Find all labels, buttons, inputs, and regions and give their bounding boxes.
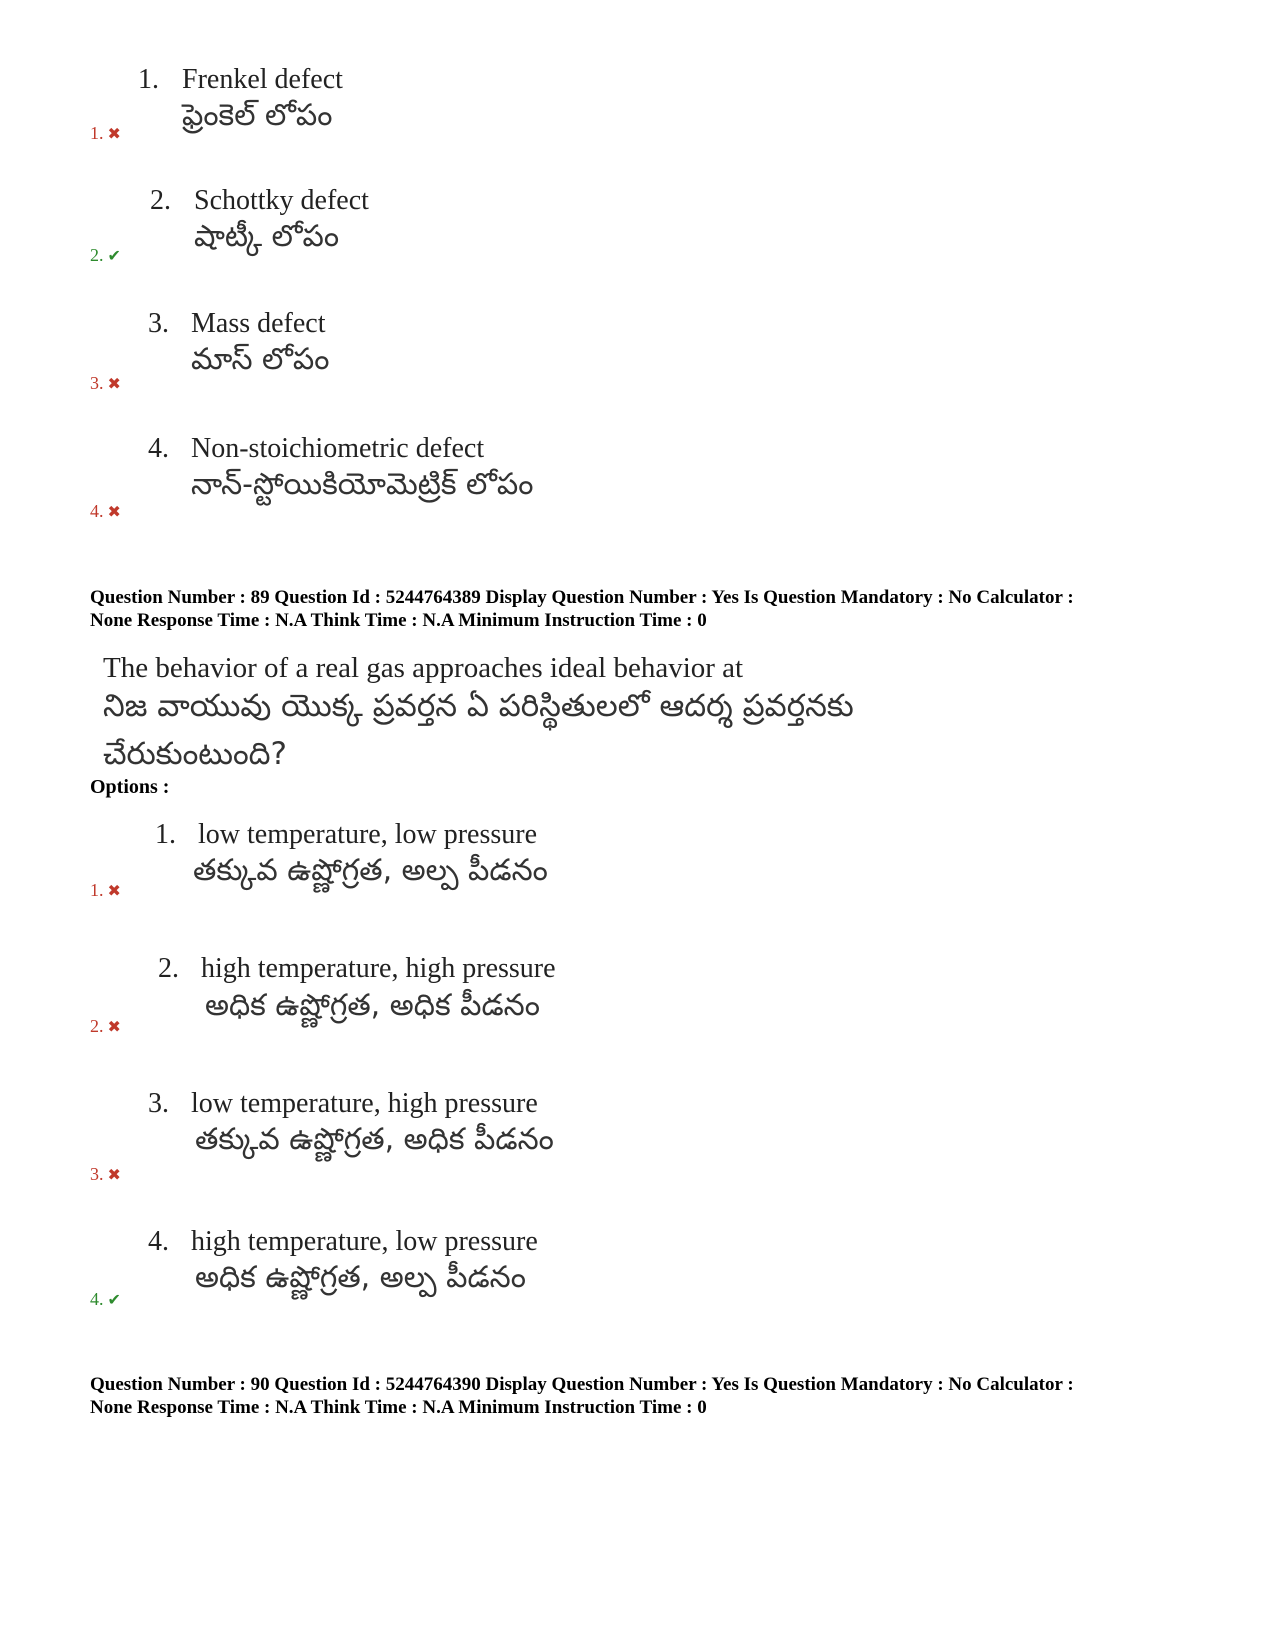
cross-icon: ✖: [107, 126, 121, 143]
option-number: 2.: [150, 185, 171, 216]
question-text-telugu-line1: నిజ వాయువు యొక్క ప్రవర్తన ఏ పరిస్థితులలో ఆదర్శ ప్రవర్తనకు: [103, 688, 854, 724]
question-text-telugu-line2: చేరుకుంటుంది?: [103, 736, 288, 772]
option-marker: 3. ✖: [90, 373, 121, 393]
option-text-english: high temperature, low pressure: [191, 1226, 538, 1257]
option-marker: 4. ✔: [90, 1289, 121, 1309]
option-marker: 3. ✖: [90, 1164, 121, 1184]
cross-icon: ✖: [107, 376, 121, 393]
question-89-meta: Question Number : 89 Question Id : 5244764389 Display Question Number : Yes Is Question Mandatory : No Calculator : None Response Time : N.A Think Time : N.A Minimum Instruction Time : 0: [90, 587, 1074, 631]
option-text-telugu: అధిక ఉష్ణోగ్రత, అధిక పీడనం: [205, 988, 540, 1023]
option-marker: 2. ✖: [90, 1016, 121, 1036]
option-number: 1.: [155, 819, 176, 850]
cross-icon: ✖: [107, 1019, 121, 1036]
cross-icon: ✖: [107, 1167, 121, 1184]
option-text-english: high temperature, high pressure: [201, 953, 556, 984]
option-number: 1.: [138, 64, 159, 95]
option-number: 3.: [148, 1088, 169, 1119]
option-text-telugu: మాస్ లోపం: [191, 342, 330, 377]
cross-icon: ✖: [107, 883, 121, 900]
option-marker: 4. ✖: [90, 501, 121, 521]
option-text-english: low temperature, low pressure: [198, 819, 537, 850]
option-number: 2.: [158, 953, 179, 984]
option-text-telugu: అధిక ఉష్ణోగ్రత, అల్ప పీడనం: [195, 1260, 526, 1295]
option-text-telugu: ఫ్రెంకెల్ లోపం: [182, 98, 333, 133]
question-text-english: The behavior of a real gas approaches ideal behavior at: [103, 652, 744, 684]
option-text-english: low temperature, high pressure: [191, 1088, 538, 1119]
option-text-telugu: తక్కువ ఉష్ణోగ్రత, అల్ప పీడనం: [193, 853, 548, 888]
check-icon: ✔: [107, 248, 121, 265]
option-text-english: Mass defect: [191, 308, 326, 339]
option-text-english: Schottky defect: [194, 185, 369, 216]
option-marker: 2. ✔: [90, 245, 121, 265]
option-marker: 1. ✖: [90, 880, 121, 900]
check-icon: ✔: [107, 1292, 121, 1309]
option-number: 4.: [148, 433, 169, 464]
option-number: 3.: [148, 308, 169, 339]
options-label: Options :: [90, 776, 170, 798]
option-number: 4.: [148, 1226, 169, 1257]
cross-icon: ✖: [107, 504, 121, 521]
option-text-telugu: నాన్-స్టోయికియోమెట్రిక్ లోపం: [191, 467, 534, 502]
question-90-meta: Question Number : 90 Question Id : 5244764390 Display Question Number : Yes Is Question Mandatory : No Calculator : None Response Time : N.A Think Time : N.A Minimum Instruction Time : 0: [90, 1374, 1074, 1418]
option-text-telugu: తక్కువ ఉష్ణోగ్రత, అధిక పీడనం: [195, 1122, 554, 1157]
option-text-english: Frenkel defect: [182, 64, 343, 95]
option-text-english: Non-stoichiometric defect: [191, 433, 485, 464]
option-text-telugu: షాట్కీ లోపం: [194, 219, 340, 254]
option-marker: 1. ✖: [90, 123, 121, 143]
